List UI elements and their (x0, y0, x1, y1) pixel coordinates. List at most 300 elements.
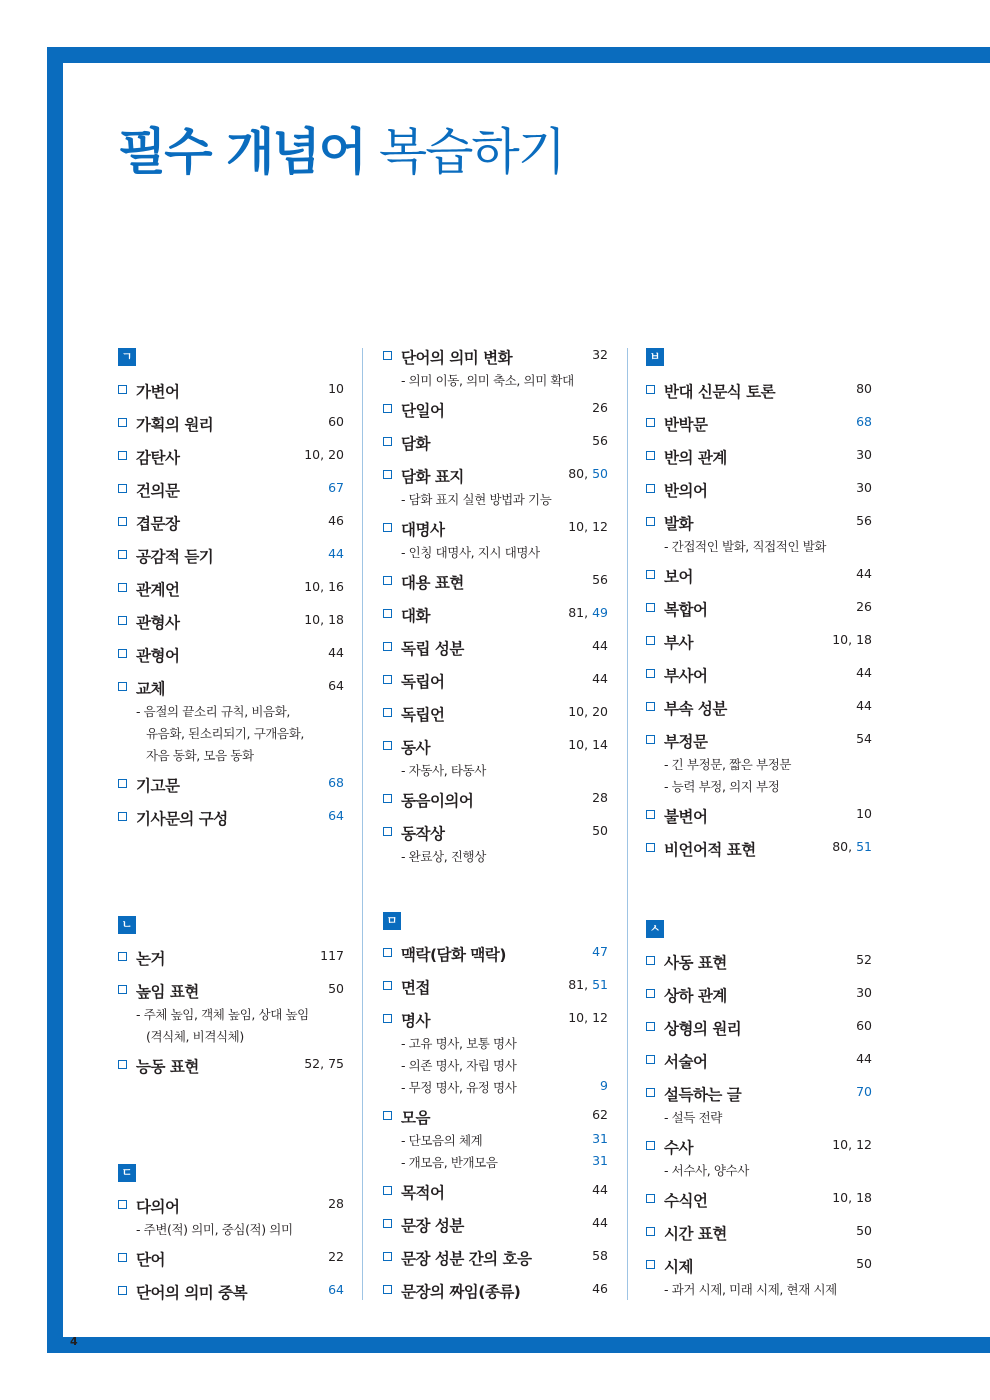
checkbox-icon[interactable] (118, 616, 127, 625)
glossary-entry (646, 446, 872, 466)
page-ref: 58 (592, 1248, 608, 1263)
entry-pages (328, 1196, 344, 1211)
checkbox-icon[interactable] (646, 1260, 655, 1269)
glossary-entry (646, 984, 872, 1004)
entry-term: 대용 표현 (401, 574, 464, 592)
entry-subtext: - 개모음, 반개모음 (401, 1155, 498, 1170)
page-ref: 26 (856, 599, 872, 614)
checkbox-icon[interactable] (118, 1200, 127, 1209)
page-ref-highlight: 68 (328, 775, 344, 790)
entry-term: 감탄사 (136, 449, 180, 467)
entry-term: 가획의 원리 (136, 416, 214, 434)
entry-pages (856, 1223, 872, 1238)
page-ref: 10, 20 (568, 704, 608, 719)
entry-pages (592, 1215, 608, 1230)
glossary-entry (646, 631, 872, 651)
frame-bottom-bar (47, 1337, 990, 1353)
entry-pages (856, 480, 872, 495)
page-ref-highlight: 50 (592, 466, 608, 481)
checkbox-icon[interactable] (383, 1186, 392, 1195)
page-number: 4 (70, 1335, 78, 1348)
glossary-entry (383, 670, 608, 690)
section-badge-s: ㅅ (646, 920, 664, 938)
entry-pages (832, 632, 872, 647)
entry-term: 대명사 (401, 521, 445, 539)
glossary-entry (646, 1017, 872, 1037)
page-ref: 81, (568, 977, 593, 992)
entry-term: 다의어 (136, 1198, 180, 1216)
glossary-entry (118, 1055, 344, 1075)
glossary-entry (646, 1050, 872, 1070)
checkbox-icon[interactable] (118, 779, 127, 788)
glossary-entry (646, 1136, 872, 1156)
page-ref: 44 (328, 645, 344, 660)
page-ref: 46 (328, 513, 344, 528)
entry-subtext: - 담화 표지 실현 방법과 기능 (401, 492, 552, 507)
glossary-entry (118, 578, 344, 598)
checkbox-icon[interactable] (646, 1194, 655, 1203)
entry-term: 공감적 듣기 (136, 548, 214, 566)
glossary-entry (646, 1255, 872, 1275)
checkbox-icon[interactable] (118, 550, 127, 559)
entry-term: 시간 표현 (664, 1225, 727, 1243)
checkbox-icon[interactable] (646, 1022, 655, 1031)
checkbox-icon[interactable] (118, 649, 127, 658)
checkbox-icon[interactable] (383, 437, 392, 446)
glossary-entry (383, 465, 608, 485)
page-ref: 81, (568, 605, 593, 620)
page-ref: 22 (328, 1249, 344, 1264)
entry-pages (304, 612, 344, 627)
entry-pages (328, 546, 344, 561)
page-ref: 10, 12 (568, 519, 608, 534)
entry-subtext: - 단모음의 체계 (401, 1133, 483, 1148)
glossary-entry (646, 1222, 872, 1242)
entry-term: 복합어 (664, 601, 708, 619)
checkbox-icon[interactable] (646, 1088, 655, 1097)
entry-pages (568, 605, 608, 620)
glossary-entry (383, 1009, 608, 1029)
entry-term: 동사 (401, 739, 430, 757)
checkbox-icon[interactable] (646, 418, 655, 427)
checkbox-icon[interactable] (646, 603, 655, 612)
page-ref-highlight: 51 (592, 977, 608, 992)
page-ref: 46 (592, 1281, 608, 1296)
frame-top-bar (47, 47, 990, 63)
page-ref-highlight: 67 (328, 480, 344, 495)
glossary-entry (118, 479, 344, 499)
glossary-entry (383, 571, 608, 591)
page-ref: 10, 12 (568, 1010, 608, 1025)
page-ref: 32 (592, 347, 608, 362)
entry-term: 부사어 (664, 667, 708, 685)
glossary-entry (383, 943, 608, 963)
checkbox-icon[interactable] (646, 636, 655, 645)
glossary-entry (383, 1106, 608, 1126)
checkbox-icon[interactable] (118, 583, 127, 592)
entry-subtext: - 주변(적) 의미, 중심(적) 의미 (136, 1222, 293, 1237)
entry-term: 관형사 (136, 614, 180, 632)
entry-term: 담화 (401, 435, 430, 453)
glossary-entry (646, 512, 872, 532)
frame-left-bar (47, 47, 63, 1353)
entry-subtext: - 설득 전략 (664, 1110, 722, 1125)
entry-term: 가변어 (136, 383, 180, 401)
page-title (118, 112, 564, 184)
checkbox-icon[interactable] (118, 952, 127, 961)
page-ref: 44 (592, 1182, 608, 1197)
checkbox-icon[interactable] (646, 702, 655, 711)
checkbox-icon[interactable] (383, 1014, 392, 1023)
page-ref: 52, 75 (304, 1056, 344, 1071)
section-badge-g: ㄱ (118, 348, 136, 366)
entry-pages (592, 572, 608, 587)
checkbox-icon[interactable] (118, 1253, 127, 1262)
page-ref: 50 (856, 1223, 872, 1238)
entry-pages (856, 381, 872, 396)
checkbox-icon[interactable] (646, 956, 655, 965)
entry-term: 부정문 (664, 733, 708, 751)
entry-pages (856, 414, 872, 429)
entry-subtext: 유음화, 된소리되기, 구개음화, (146, 726, 304, 741)
page-ref: 10 (328, 381, 344, 396)
entry-term: 기고문 (136, 777, 180, 795)
glossary-entry (646, 479, 872, 499)
checkbox-icon[interactable] (646, 385, 655, 394)
entry-subtext: - 고유 명사, 보통 명사 (401, 1036, 517, 1051)
entry-term: 문장 성분 간의 호응 (401, 1250, 532, 1268)
entry-pages (592, 944, 608, 959)
checkbox-icon[interactable] (646, 517, 655, 526)
glossary-entry (646, 730, 872, 750)
glossary-entry (383, 789, 608, 809)
entry-pages (328, 1282, 344, 1297)
entry-term: 보어 (664, 568, 693, 586)
entry-term: 수사 (664, 1139, 693, 1157)
checkbox-icon[interactable] (383, 1252, 392, 1261)
page-ref-highlight: 51 (856, 839, 872, 854)
checkbox-icon[interactable] (383, 1111, 392, 1120)
page-ref-highlight: 44 (328, 546, 344, 561)
entry-term: 독립 성분 (401, 640, 464, 658)
entry-pages (328, 775, 344, 790)
glossary-entry (118, 980, 344, 1000)
checkbox-icon[interactable] (383, 827, 392, 836)
entry-term: 반박문 (664, 416, 708, 434)
section-badge-m: ㅁ (383, 912, 401, 930)
entry-term: 부속 성분 (664, 700, 727, 718)
entry-pages (328, 1249, 344, 1264)
page-ref: 44 (856, 1051, 872, 1066)
glossary-entry (646, 380, 872, 400)
entry-term: 관계언 (136, 581, 180, 599)
entry-term: 논거 (136, 950, 165, 968)
entry-term: 발화 (664, 515, 693, 533)
entry-term: 불변어 (664, 808, 708, 826)
glossary-entry (118, 446, 344, 466)
title-light: 복습하기 (378, 123, 565, 181)
column-divider-2 (627, 348, 628, 1300)
checkbox-icon[interactable] (118, 1060, 127, 1069)
entry-pages (328, 381, 344, 396)
entry-term: 관형어 (136, 647, 180, 665)
checkbox-icon[interactable] (383, 1219, 392, 1228)
entry-subtext: - 의미 이동, 의미 축소, 의미 확대 (401, 373, 574, 388)
sub-page-ref: 9 (600, 1078, 608, 1093)
glossary-entry (383, 1247, 608, 1267)
checkbox-icon[interactable] (118, 418, 127, 427)
checkbox-icon[interactable] (383, 675, 392, 684)
page-ref: 10, 16 (304, 579, 344, 594)
entry-pages (328, 414, 344, 429)
sub-page-ref: 31 (592, 1131, 608, 1146)
page-ref: 80 (856, 381, 872, 396)
entry-pages (304, 1056, 344, 1071)
checkbox-icon[interactable] (646, 843, 655, 852)
entry-subtext: - 간접적인 발화, 직접적인 발화 (664, 539, 827, 554)
entry-term: 시제 (664, 1258, 693, 1276)
checkbox-icon[interactable] (383, 523, 392, 532)
page-ref: 28 (592, 790, 608, 805)
entry-subtext: - 인칭 대명사, 지시 대명사 (401, 545, 540, 560)
entry-pages (856, 566, 872, 581)
glossary-entry (118, 1248, 344, 1268)
page-ref: 54 (856, 731, 872, 746)
entry-subtext: - 자동사, 타동사 (401, 763, 486, 778)
checkbox-icon[interactable] (383, 708, 392, 717)
entry-pages (592, 400, 608, 415)
glossary-entry (383, 399, 608, 419)
checkbox-icon[interactable] (646, 989, 655, 998)
sub-page-ref: 31 (592, 1153, 608, 1168)
checkbox-icon[interactable] (383, 948, 392, 957)
entry-term: 문장 성분 (401, 1217, 464, 1235)
page-ref-highlight: 49 (592, 605, 608, 620)
checkbox-icon[interactable] (646, 1055, 655, 1064)
glossary-entry (383, 822, 608, 842)
checkbox-icon[interactable] (646, 1227, 655, 1236)
glossary-entry (383, 736, 608, 756)
glossary-entry (646, 664, 872, 684)
glossary-entry (118, 644, 344, 664)
checkbox-icon[interactable] (383, 642, 392, 651)
page-ref: 10, 12 (832, 1137, 872, 1152)
entry-pages (592, 1182, 608, 1197)
entry-pages (592, 790, 608, 805)
page-ref-highlight: 68 (856, 414, 872, 429)
checkbox-icon[interactable] (118, 517, 127, 526)
entry-subtext: (격식체, 비격식체) (146, 1029, 244, 1044)
glossary-entry (118, 512, 344, 532)
entry-term: 사동 표현 (664, 954, 727, 972)
entry-term: 기사문의 구성 (136, 810, 228, 828)
checkbox-icon[interactable] (383, 741, 392, 750)
entry-pages (568, 737, 608, 752)
page-ref: 30 (856, 985, 872, 1000)
glossary-entry (383, 346, 608, 366)
page-ref: 62 (592, 1107, 608, 1122)
glossary-entry (383, 637, 608, 657)
glossary-entry (383, 976, 608, 996)
checkbox-icon[interactable] (383, 794, 392, 803)
entry-pages (856, 1018, 872, 1033)
page-ref: 44 (856, 566, 872, 581)
entry-pages (568, 704, 608, 719)
checkbox-icon[interactable] (646, 451, 655, 460)
page-ref-highlight: 47 (592, 944, 608, 959)
glossary-entry (383, 518, 608, 538)
entry-pages (328, 645, 344, 660)
entry-pages (592, 347, 608, 362)
entry-term: 능동 표현 (136, 1058, 199, 1076)
glossary-entry (383, 1214, 608, 1234)
glossary-entry (646, 838, 872, 858)
entry-pages (856, 1256, 872, 1271)
page-ref: 60 (856, 1018, 872, 1033)
entry-term: 문장의 짜임(종류) (401, 1283, 521, 1301)
entry-pages (592, 638, 608, 653)
page-ref: 44 (592, 1215, 608, 1230)
checkbox-icon[interactable] (646, 1141, 655, 1150)
checkbox-icon[interactable] (118, 682, 127, 691)
entry-pages (568, 977, 608, 992)
entry-pages (592, 433, 608, 448)
entry-subtext: - 서수사, 양수사 (664, 1163, 749, 1178)
entry-subtext: - 음절의 끝소리 규칙, 비음화, (136, 704, 290, 719)
entry-pages (592, 671, 608, 686)
checkbox-icon[interactable] (646, 810, 655, 819)
entry-term: 부사 (664, 634, 693, 652)
glossary-entry (118, 611, 344, 631)
entry-subtext: - 과거 시제, 미래 시제, 현재 시제 (664, 1282, 837, 1297)
glossary-entry (383, 703, 608, 723)
column-divider-1 (362, 348, 363, 1300)
entry-pages (568, 1010, 608, 1025)
entry-pages (856, 665, 872, 680)
entry-pages (328, 981, 344, 996)
entry-pages (856, 599, 872, 614)
checkbox-icon[interactable] (646, 735, 655, 744)
glossary-entry (118, 677, 344, 697)
entry-pages (592, 823, 608, 838)
entry-term: 겹문장 (136, 515, 180, 533)
page-ref-highlight: 64 (328, 808, 344, 823)
checkbox-icon[interactable] (383, 404, 392, 413)
entry-pages (328, 678, 344, 693)
checkbox-icon[interactable] (383, 470, 392, 479)
entry-term: 건의문 (136, 482, 180, 500)
entry-pages (832, 1190, 872, 1205)
page-ref: 10, 18 (304, 612, 344, 627)
entry-subtext: - 의존 명사, 자립 명사 (401, 1058, 517, 1073)
checkbox-icon[interactable] (646, 669, 655, 678)
section-badge-d: ㄷ (118, 1164, 136, 1182)
title-bold: 필수 개념어 (118, 123, 365, 181)
glossary-entry (646, 598, 872, 618)
glossary-entry (646, 697, 872, 717)
page-ref: 44 (856, 698, 872, 713)
entry-term: 목적어 (401, 1184, 445, 1202)
page-ref: 30 (856, 447, 872, 462)
checkbox-icon[interactable] (118, 1286, 127, 1295)
entry-pages (568, 466, 608, 481)
entry-pages (328, 480, 344, 495)
checkbox-icon[interactable] (118, 484, 127, 493)
section-badge-n: ㄴ (118, 916, 136, 934)
glossary-entry (118, 413, 344, 433)
entry-term: 면접 (401, 979, 430, 997)
checkbox-icon[interactable] (646, 484, 655, 493)
entry-pages (856, 513, 872, 528)
checkbox-icon[interactable] (646, 570, 655, 579)
page-ref: 10, 14 (568, 737, 608, 752)
entry-pages (856, 698, 872, 713)
glossary-entry (118, 807, 344, 827)
entry-pages (320, 948, 344, 963)
entry-subtext: 자음 동화, 모음 동화 (146, 748, 254, 763)
entry-term: 단어의 의미 중복 (136, 1284, 248, 1302)
entry-term: 수식언 (664, 1192, 708, 1210)
page-ref: 60 (328, 414, 344, 429)
checkbox-icon[interactable] (383, 351, 392, 360)
checkbox-icon[interactable] (118, 385, 127, 394)
entry-term: 비언어적 표현 (664, 841, 756, 859)
entry-term: 단일어 (401, 402, 445, 420)
page-ref: 44 (592, 638, 608, 653)
checkbox-icon[interactable] (383, 1285, 392, 1294)
page-ref: 56 (856, 513, 872, 528)
entry-term: 반의 관계 (664, 449, 727, 467)
page-ref: 26 (592, 400, 608, 415)
glossary-entry (118, 774, 344, 794)
entry-term: 맥락(담화 맥락) (401, 946, 506, 964)
page-ref: 44 (592, 671, 608, 686)
checkbox-icon[interactable] (383, 609, 392, 618)
entry-term: 교체 (136, 680, 165, 698)
page-ref: 28 (328, 1196, 344, 1211)
entry-pages (592, 1281, 608, 1296)
entry-subtext: - 무정 명사, 유정 명사 (401, 1080, 517, 1095)
page-ref: 50 (592, 823, 608, 838)
glossary-entry (646, 805, 872, 825)
entry-term: 명사 (401, 1012, 430, 1030)
entry-pages (856, 1051, 872, 1066)
checkbox-icon[interactable] (383, 576, 392, 585)
entry-pages (328, 513, 344, 528)
entry-term: 높임 표현 (136, 983, 199, 1001)
entry-term: 반의어 (664, 482, 708, 500)
entry-pages (832, 1137, 872, 1152)
checkbox-icon[interactable] (118, 451, 127, 460)
checkbox-icon[interactable] (383, 981, 392, 990)
entry-term: 독립어 (401, 673, 445, 691)
glossary-entry (646, 413, 872, 433)
entry-term: 동작상 (401, 825, 445, 843)
checkbox-icon[interactable] (118, 812, 127, 821)
entry-term: 설득하는 글 (664, 1086, 742, 1104)
entry-term: 담화 표지 (401, 468, 464, 486)
page-ref: 44 (856, 665, 872, 680)
entry-subtext: - 주체 높임, 객체 높임, 상대 높임 (136, 1007, 309, 1022)
entry-pages (304, 579, 344, 594)
checkbox-icon[interactable] (118, 985, 127, 994)
entry-term: 상하 관계 (664, 987, 727, 1005)
glossary-entry (118, 545, 344, 565)
entry-term: 단어의 의미 변화 (401, 349, 513, 367)
entry-pages (856, 731, 872, 746)
page-ref: 10, 18 (832, 632, 872, 647)
page-ref: 80, (568, 466, 593, 481)
